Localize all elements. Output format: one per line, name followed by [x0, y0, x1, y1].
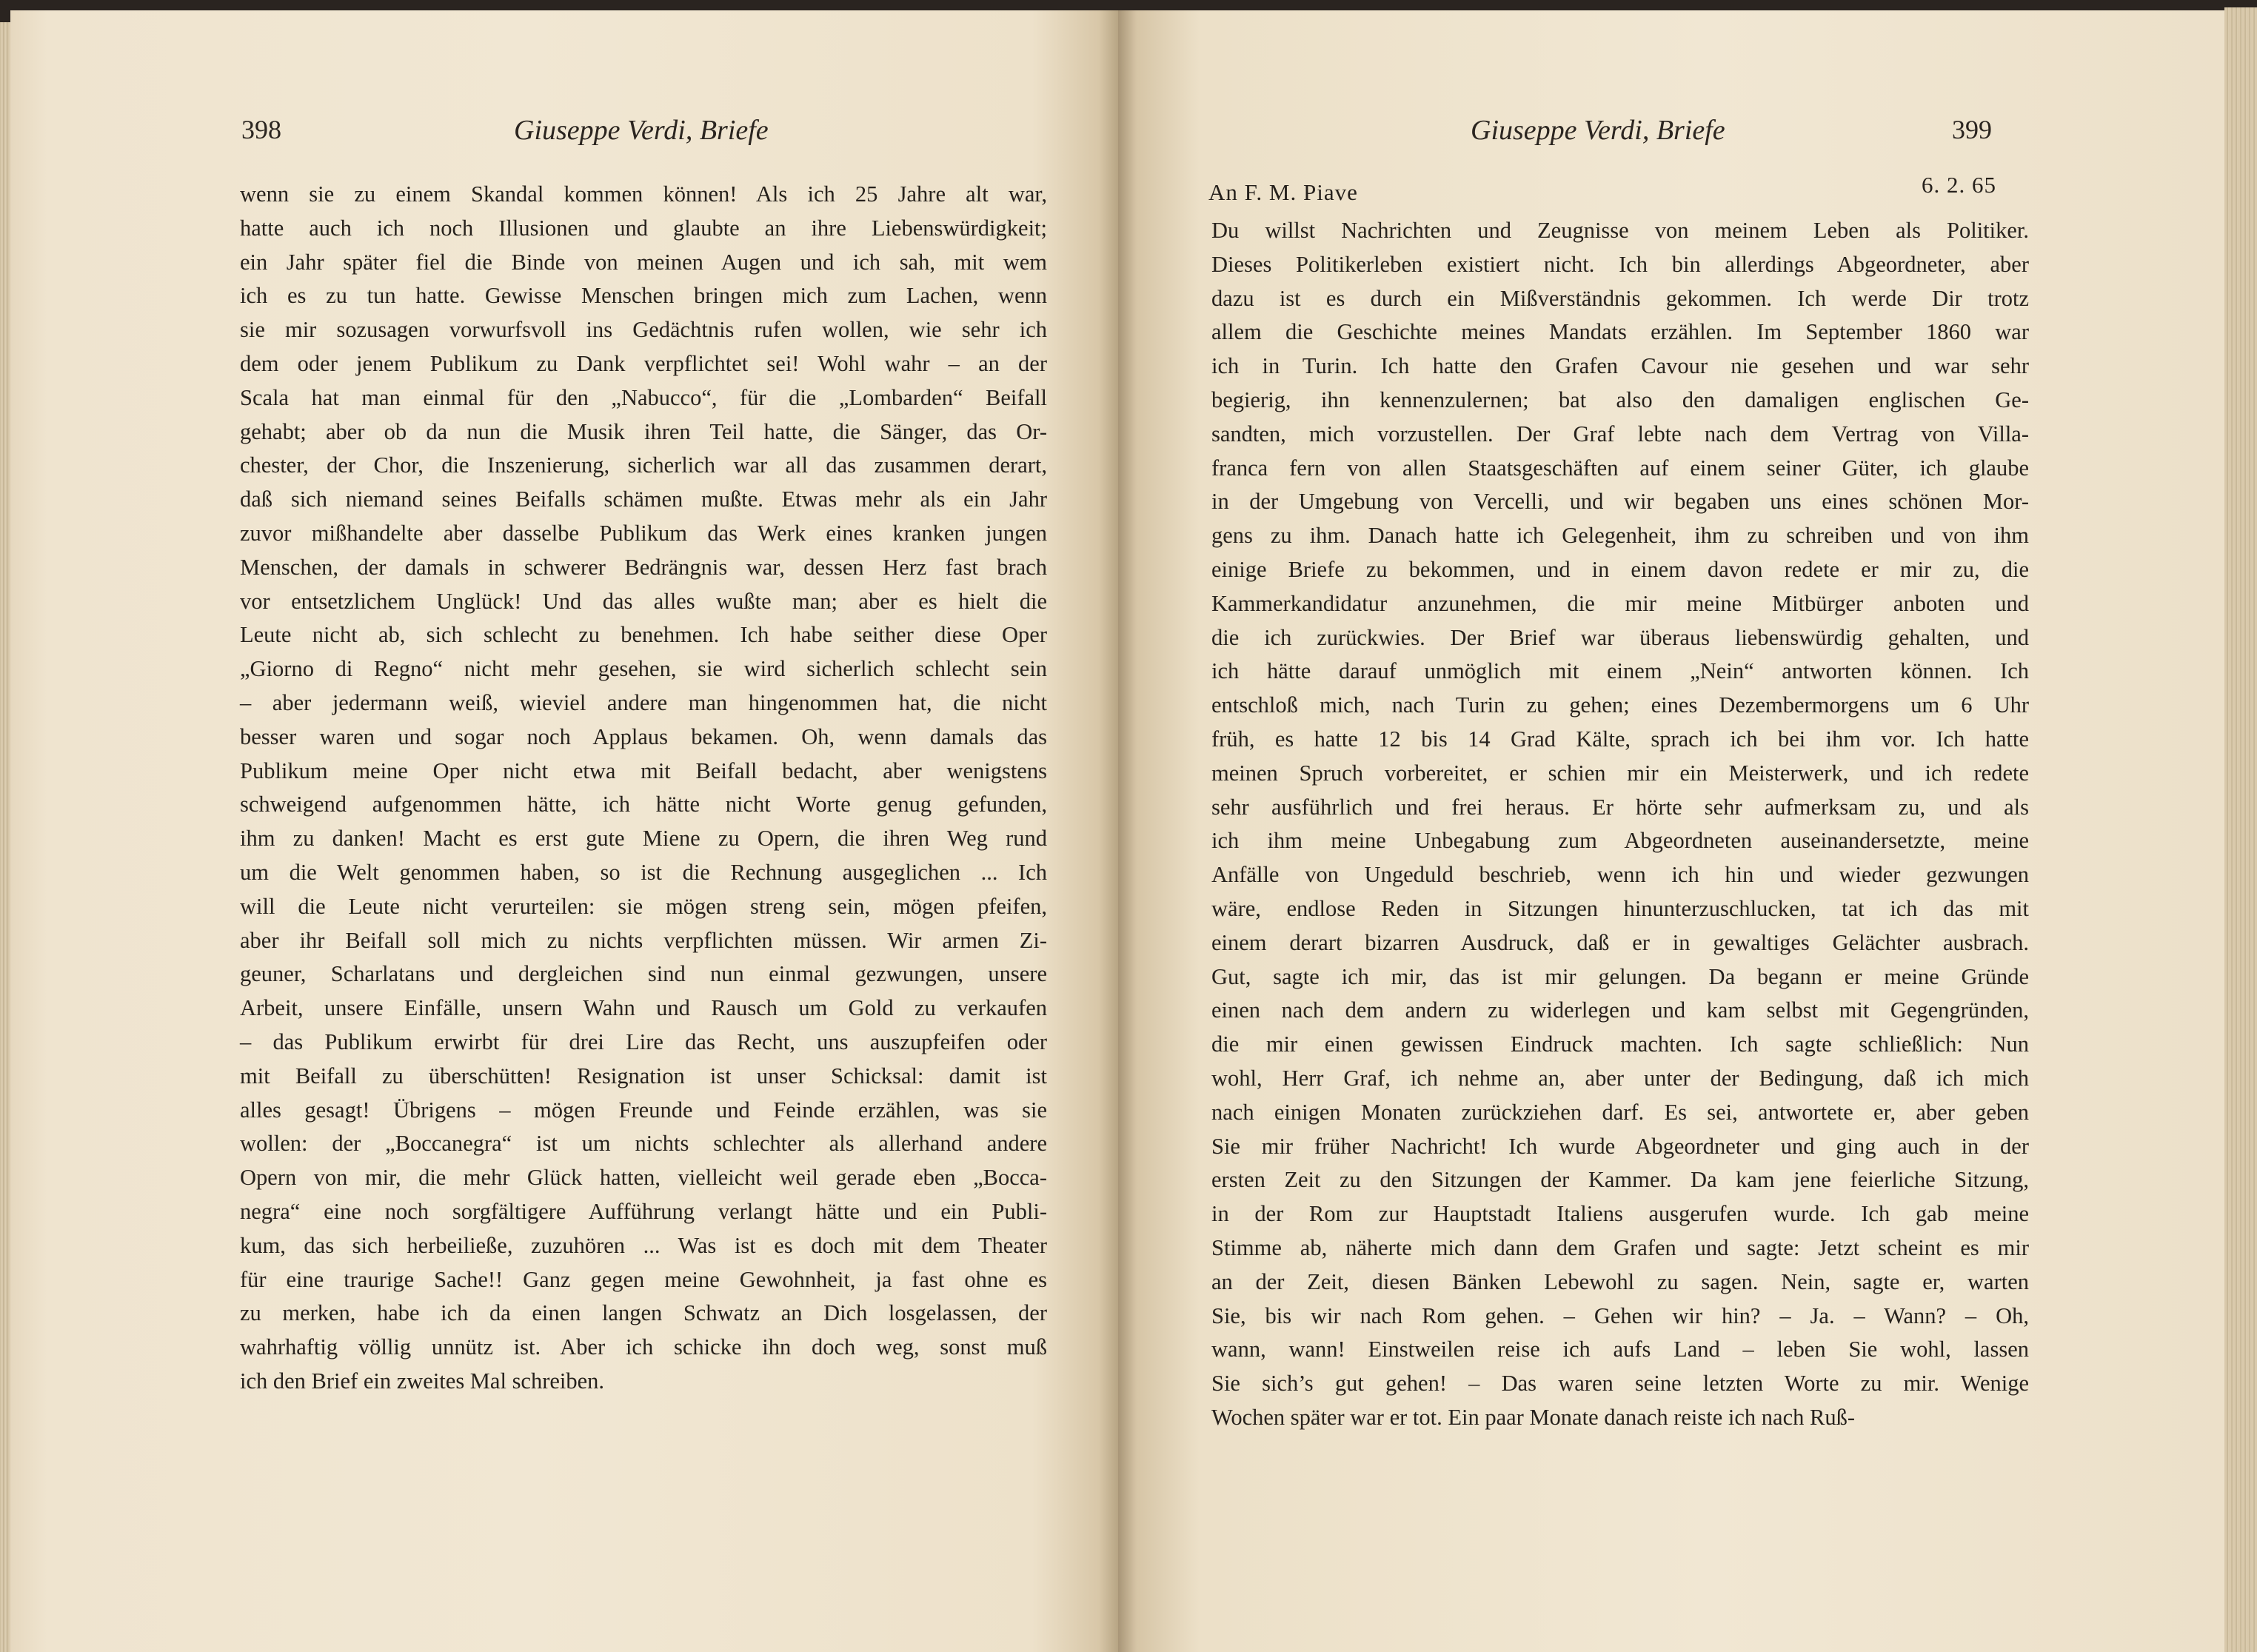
text-line: sie mir sozusagen vorwurfsvoll ins Gedächtnis rufen wollen, wie sehr ich	[240, 317, 1047, 343]
text-line: früh, es hatte 12 bis 14 Grad Kälte, sprach ich bei ihm vor. Ich hatte	[1211, 726, 2029, 752]
text-line: franca fern von allen Staatsgeschäften auf einem seiner Güter, ich glaube	[1211, 455, 2029, 481]
text-line: ihm zu danken! Macht es erst gute Miene zu Opern, die ihren Weg rund	[240, 826, 1047, 852]
left-page	[10, 10, 1118, 1652]
text-line: geuner, Scharlatans und dergleichen sind nun einmal gezwungen, unsere	[240, 961, 1047, 987]
text-line: Gut, sagte ich mir, das ist mir gelungen. Da begann er meine Gründe	[1211, 963, 2029, 989]
text-line: einem derart bizarren Ausdruck, daß er in gewaltiges Gelächter ausbrach.	[1211, 929, 2029, 955]
text-line: ein Jahr später fiel die Binde von meinen Augen und ich sah, mit wem	[240, 249, 1047, 275]
text-line: sandten, mich vorzustellen. Der Graf lebte nach dem Vertrag von Villa-	[1211, 421, 2029, 447]
text-line: gehabt; aber ob da nun die Musik ihren Teil hatte, die Sänger, das Or-	[240, 418, 1047, 444]
text-line: ich ihm meine Unbegabung zum Abgeordneten auseinandersetzte, meine	[1211, 828, 2029, 854]
text-line: meinen Spruch vorbereitet, er schien mir ein Meisterwerk, und ich redete	[1211, 760, 2029, 786]
book-edge-right	[2224, 7, 2257, 1652]
text-line: begierig, ihn kennenzulernen; bat also den damaligen englischen Ge-	[1211, 387, 2029, 412]
running-title: Giuseppe Verdi, Briefe	[1471, 115, 1725, 146]
page-text	[1211, 214, 2029, 1435]
text-line: gens zu ihm. Danach hatte ich Gelegenheit, ihm zu schreiben und von ihm	[1211, 523, 2029, 549]
text-line: ich hätte darauf unmöglich mit einem „Nein“ antworten können. Ich	[1211, 658, 2029, 684]
text-line: ich in Turin. Ich hatte den Grafen Cavour nie gesehen und war sehr	[1211, 353, 2029, 379]
text-line: mit Beifall zu überschütten! Resignation ist unser Schicksal: damit ist	[240, 1063, 1047, 1088]
text-line: – das Publikum erwirbt für drei Lire das Recht, uns auszupfeifen oder	[240, 1029, 1047, 1054]
text-line: Anfälle von Ungeduld beschrieb, wenn ich hin und wieder gezwungen	[1211, 862, 2029, 888]
text-line: ersten Zeit zu den Sitzungen der Kammer. Da kam jene feierliche Sitzung,	[1211, 1167, 2029, 1193]
letter-addressee: An F. M. Piave	[1208, 179, 1358, 205]
text-line: in der Rom zur Hauptstadt Italiens ausgerufen wurde. Ich gab meine	[1211, 1201, 2029, 1227]
right-page	[1118, 10, 2224, 1652]
text-line: wohl, Herr Graf, ich nehme an, aber unter der Bedingung, daß ich mich	[1211, 1065, 2029, 1091]
text-line: Arbeit, unsere Einfälle, unsern Wahn und Rausch um Gold zu verkaufen	[240, 995, 1047, 1021]
text-line: ich den Brief ein zweites Mal schreiben.	[240, 1368, 605, 1394]
text-line: daß sich niemand seines Beifalls schämen mußte. Etwas mehr als ein Jahr	[240, 486, 1047, 512]
text-line: wäre, endlose Reden in Sitzungen hinunterzuschlucken, tat ich das mit	[1211, 895, 2029, 921]
text-line: wollen: der „Boccanegra“ ist um nichts schlechter als allerhand andere	[240, 1131, 1047, 1157]
text-line: dazu ist es durch ein Mißverständnis gekommen. Ich werde Dir trotz	[1211, 285, 2029, 311]
text-line: Stimme ab, näherte mich dann dem Grafen und sagte: Jetzt scheint es mir	[1211, 1234, 2029, 1260]
text-line: „Giorno di Regno“ nicht mehr gesehen, sie wird sicherlich schlecht sein	[240, 656, 1047, 682]
text-line: Scala hat man einmal für den „Nabucco“, für die „Lombarden“ Beifall	[240, 384, 1047, 410]
text-line: Sie sich’s gut gehen! – Das waren seine letzten Worte zu mir. Wenige	[1211, 1371, 2029, 1397]
text-line: vor entsetzlichem Unglück! Und das alles wußte man; aber es hielt die	[240, 588, 1047, 614]
text-line: wahrhaftig völlig unnütz ist. Aber ich schicke ihn doch weg, sonst muß	[240, 1334, 1047, 1360]
text-line: Kammerkandidatur anzunehmen, die mir meine Mitbürger anboten und	[1211, 590, 2029, 616]
running-title: Giuseppe Verdi, Briefe	[514, 115, 769, 146]
text-line: Wochen später war er tot. Ein paar Monate danach reiste ich nach Ruß-	[1211, 1404, 1855, 1430]
text-line: für eine traurige Sache!! Ganz gegen meine Gewohnheit, ja fast ohne es	[240, 1266, 1047, 1292]
text-line: schweigend aufgenommen hätte, ich hätte nicht Worte genug gefunden,	[240, 792, 1047, 817]
text-line: entschloß mich, nach Turin zu gehen; eines Dezembermorgens um 6 Uhr	[1211, 692, 2029, 718]
text-line: alles gesagt! Übrigens – mögen Freunde und Feinde erzählen, was sie	[240, 1097, 1047, 1123]
text-line: Du willst Nachrichten und Zeugnisse von meinem Leben als Politiker.	[1211, 218, 2029, 243]
text-line: hatte auch ich noch Illusionen und glaubte an ihre Liebenswürdigkeit;	[240, 215, 1047, 241]
text-line: – aber jedermann weiß, wieviel andere man hingenommen hat, die nicht	[240, 689, 1047, 715]
text-line: Menschen, der damals in schwerer Bedrängnis war, dessen Herz fast brach	[240, 554, 1047, 580]
text-line: wann, wann! Einstweilen reise ich aufs Land – leben Sie wohl, lassen	[1211, 1337, 2029, 1362]
text-line: allem die Geschichte meines Mandats erzählen. Im September 1860 war	[1211, 319, 2029, 345]
text-line: um die Welt genommen haben, so ist die Rechnung ausgeglichen ... Ich	[240, 859, 1047, 885]
page-number: 398	[241, 115, 281, 144]
text-line: aber ihr Beifall soll mich zu nichts verpflichten müssen. Wir armen Zi-	[240, 927, 1047, 953]
text-line: in der Umgebung von Vercelli, und wir begaben uns eines schönen Mor-	[1211, 489, 2029, 515]
text-line: Publikum meine Oper nicht etwa mit Beifall bedacht, aber wenigstens	[240, 758, 1047, 783]
text-line: ich es zu tun hatte. Gewisse Menschen bringen mich zum Lachen, wenn	[240, 283, 1047, 309]
text-line: die ich zurückwies. Der Brief war überaus liebenswürdig gehalten, und	[1211, 624, 2029, 650]
text-line: Sie mir früher Nachricht! Ich wurde Abgeordneter und ging auch in der	[1211, 1133, 2029, 1159]
text-line: einen nach dem andern zu widerlegen und kam selbst mit Gegengründen,	[1211, 997, 2029, 1023]
text-line: wenn sie zu einem Skandal kommen können! Als ich 25 Jahre alt war,	[240, 181, 1047, 207]
page-text	[240, 178, 1047, 1399]
text-line: nach einigen Monaten zurückziehen darf. Es sei, antwortete er, aber geben	[1211, 1099, 2029, 1125]
text-line: zu merken, habe ich da einen langen Schwatz an Dich losgelassen, der	[240, 1300, 1047, 1326]
text-line: einige Briefe zu bekommen, und in einem davon redete er mir zu, die	[1211, 556, 2029, 582]
text-line: zuvor mißhandelte aber dasselbe Publikum das Werk eines kranken jungen	[240, 520, 1047, 546]
text-line: die mir einen gewissen Eindruck machten. Ich sagte schließlich: Nun	[1211, 1031, 2029, 1057]
text-line: will die Leute nicht verurteilen: sie mögen streng sein, mögen pfeifen,	[240, 893, 1047, 919]
text-line: Opern von mir, die mehr Glück hatten, vielleicht weil gerade eben „Bocca-	[240, 1165, 1047, 1191]
text-line: besser waren und sogar noch Applaus bekamen. Oh, wenn damals das	[240, 723, 1047, 749]
text-line: an der Zeit, diesen Bänken Lebewohl zu sagen. Nein, sagte er, warten	[1211, 1268, 2029, 1294]
text-line: Dieses Politikerleben existiert nicht. Ich bin allerdings Abgeordneter, aber	[1211, 251, 2029, 277]
text-line: kum, das sich herbeiließe, zuzuhören ... Was ist es doch mit dem Theater	[240, 1232, 1047, 1258]
text-line: Leute nicht ab, sich schlecht zu benehmen. Ich habe seither diese Oper	[240, 622, 1047, 648]
text-line: negra“ eine noch sorgfältigere Aufführung verlangt hätte und ein Publi-	[240, 1198, 1047, 1224]
text-line: sehr ausführlich und frei heraus. Er hörte sehr aufmerksam zu, und als	[1211, 794, 2029, 820]
text-line: dem oder jenem Publikum zu Dank verpflichtet sei! Wohl wahr – an der	[240, 350, 1047, 376]
letter-date: 6. 2. 65	[1922, 172, 1996, 198]
text-line: chester, der Chor, die Inszenierung, sicherlich war all das zusammen derart,	[240, 452, 1047, 478]
page-number: 399	[1952, 115, 1992, 144]
text-line: Sie, bis wir nach Rom gehen. – Gehen wir hin? – Ja. – Wann? – Oh,	[1211, 1302, 2029, 1328]
